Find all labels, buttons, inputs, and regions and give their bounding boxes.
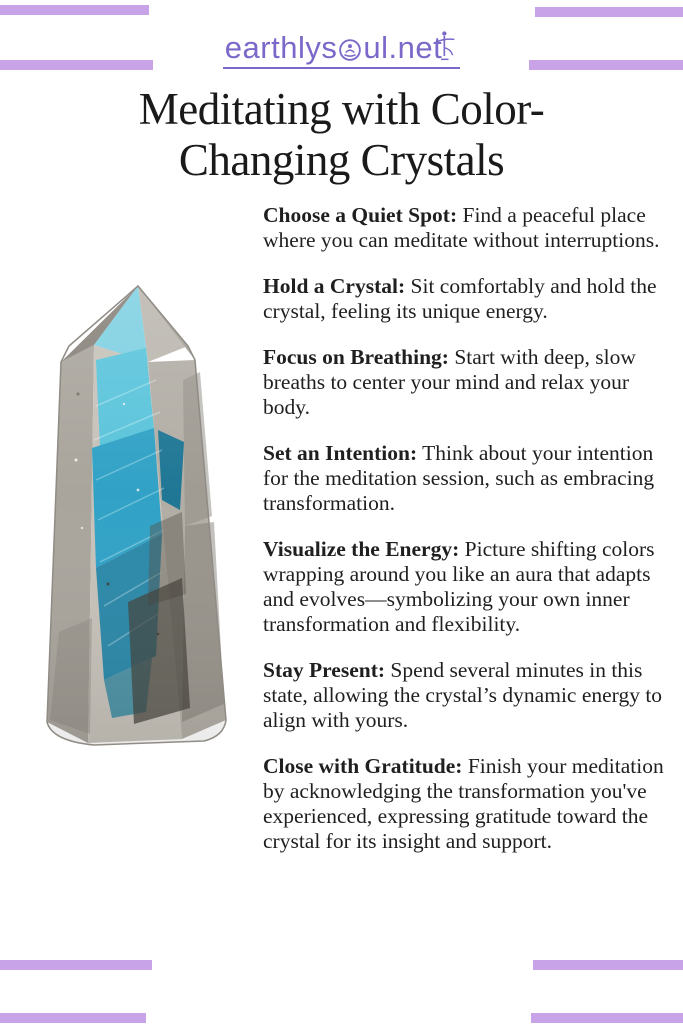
decor-bar-top-left-1 — [0, 5, 149, 15]
step-item-6 — [263, 658, 667, 733]
step-body: Think about your intention for the meditation session, such as embracing transformation. — [263, 441, 655, 515]
step-item-7 — [263, 754, 667, 854]
step-label: Stay Present: — [263, 658, 386, 682]
step-label: Hold a Crystal: — [263, 274, 406, 298]
step-body: Picture shifting colors wrapping around you like an aura that adapts and evolves—symbolizing your own inner transformation and flexibility. — [263, 537, 655, 636]
decor-bar-bottom-right-2 — [531, 1013, 683, 1023]
page-title — [0, 84, 683, 186]
logo-text-after: ul.net — [363, 30, 443, 65]
step-body: Sit comfortably and hold the crystal, feeling its unique energy. — [263, 274, 657, 323]
decor-bar-bottom-left-2 — [0, 1013, 146, 1023]
step-item-1 — [263, 203, 667, 253]
page-title-line2: Changing Crystals — [178, 135, 505, 185]
step-item-2 — [263, 274, 667, 324]
decor-bar-top-right-1 — [535, 7, 683, 17]
step-body: Start with deep, slow breaths to center your mind and relax your body. — [263, 345, 636, 419]
decor-bar-bottom-right-1 — [533, 960, 683, 970]
site-logo[interactable] — [0, 27, 683, 69]
yoga-pose-icon — [436, 27, 456, 65]
step-body: Find a peaceful place where you can meditate without interruptions. — [263, 203, 660, 252]
step-body: Spend several minutes in this state, allowing the crystal’s dynamic energy to align with yours. — [263, 658, 663, 732]
meditating-figure-icon — [338, 38, 362, 62]
crystal-image — [38, 284, 234, 748]
page-title-line1: Meditating with Color- — [138, 84, 545, 134]
decor-bar-bottom-left-1 — [0, 960, 152, 970]
step-item-4 — [263, 441, 667, 516]
step-item-5 — [263, 537, 667, 637]
logo-text-before: earthlys — [224, 30, 338, 65]
step-item-3 — [263, 345, 667, 420]
steps-list — [263, 203, 667, 875]
step-label: Choose a Quiet Spot: — [263, 203, 458, 227]
step-label: Close with Gratitude: — [263, 754, 463, 778]
step-label: Focus on Breathing: — [263, 345, 449, 369]
step-body: Finish your meditation by acknowledging the transformation you've experienced, expressing gratitude toward the crystal for its insight and support. — [263, 754, 664, 853]
step-label: Set an Intention: — [263, 441, 418, 465]
step-label: Visualize the Energy: — [263, 537, 460, 561]
